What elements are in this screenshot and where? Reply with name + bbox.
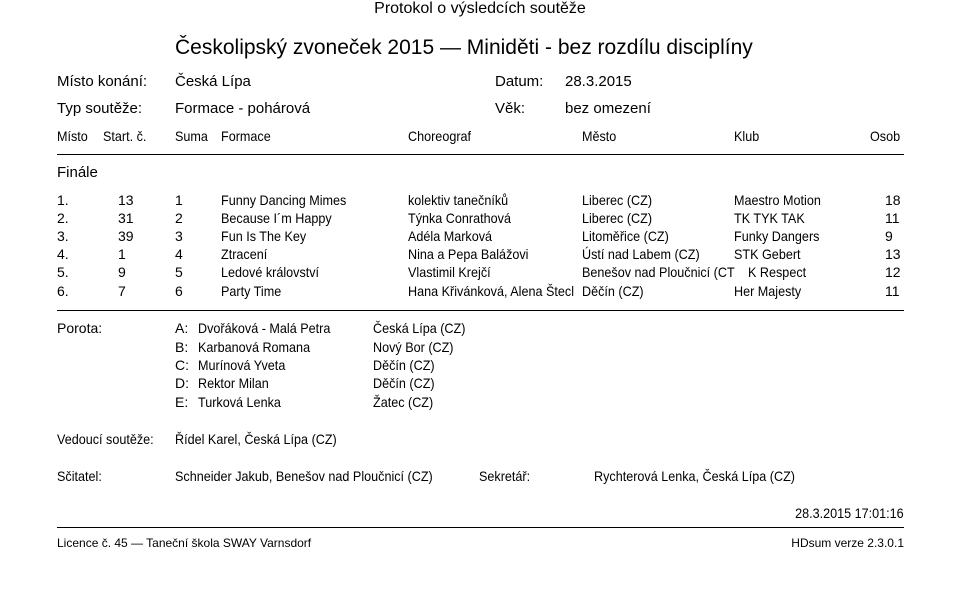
jury-letter: B: <box>175 339 189 355</box>
footer-license: Licence č. 45 — Taneční škola SWAY Varnsdorf <box>57 536 312 550</box>
result-persons: 11 <box>885 210 900 226</box>
jury-city: Děčín (CZ) <box>373 375 435 391</box>
result-place: 2. <box>57 210 69 226</box>
result-start: 9 <box>118 264 126 280</box>
col-club: Klub <box>734 128 760 144</box>
col-place: Místo <box>57 128 88 144</box>
counter-value: Schneider Jakub, Benešov nad Ploučnicí (CZ) <box>175 468 433 484</box>
leader-value: Řídel Karel, Česká Lípa (CZ) <box>175 431 337 447</box>
leader-label: Vedoucí soutěže: <box>57 431 154 447</box>
jury-name: Karbanová Romana <box>198 339 311 355</box>
col-city: Město <box>582 128 617 144</box>
result-start: 13 <box>118 192 134 208</box>
result-sum: 5 <box>175 264 183 280</box>
result-sum: 3 <box>175 228 183 244</box>
jury-name: Dvořáková - Malá Petra <box>198 320 331 336</box>
age-value: bez omezení <box>565 100 651 117</box>
jury-letter: A: <box>175 320 189 336</box>
table-row: 2. 31 2 Because I´m Happy Týnka Conrathová Liberec (CZ) TK TYK TAK 11 <box>57 210 900 226</box>
result-sum: 1 <box>175 192 183 208</box>
jury-city: Děčín (CZ) <box>373 357 435 373</box>
table-row: 6. 7 6 Party Time Hana Křivánková, Alena Štecl Děčín (CZ) Her Majesty 11 <box>57 283 900 299</box>
result-place: 5. <box>57 264 69 280</box>
header-rule <box>57 154 904 155</box>
col-formation: Formace <box>221 128 271 144</box>
jury-label: Porota: <box>57 320 103 336</box>
result-start: 7 <box>118 283 126 299</box>
result-place: 6. <box>57 283 69 299</box>
counter-label: Sčitatel: <box>57 468 102 484</box>
jury-name: Turková Lenka <box>198 394 281 410</box>
date-value: 28.3.2015 <box>565 73 632 90</box>
result-sum: 4 <box>175 246 183 262</box>
section-title: Finále <box>57 164 98 181</box>
jury-city: Žatec (CZ) <box>373 394 434 410</box>
jury-letter: C: <box>175 357 189 373</box>
result-persons: 12 <box>885 264 901 280</box>
table-row: 1. 13 1 Funny Dancing Mimes kolektiv tanečníků Liberec (CZ) Maestro Motion 18 <box>57 192 901 208</box>
result-place: 4. <box>57 246 69 262</box>
footer-rule <box>57 527 904 528</box>
col-choreographer: Choreograf <box>408 128 472 144</box>
date-label: Datum: <box>495 73 544 90</box>
type-value: Formace - pohárová <box>175 100 311 117</box>
result-sum: 6 <box>175 283 183 299</box>
place-value: Česká Lípa <box>175 73 251 90</box>
type-label: Typ soutěže: <box>57 100 143 117</box>
page-header: Protokol o výsledcích soutěže <box>374 0 586 17</box>
table-row: 4. 1 4 Ztracení Nina a Pepa Balážovi Ústí nad Labem (CZ) STK Gebert 13 <box>57 246 901 262</box>
col-start: Start. č. <box>103 128 147 144</box>
result-place: 1. <box>57 192 69 208</box>
result-start: 39 <box>118 228 134 244</box>
results-rule <box>57 310 904 311</box>
result-persons: 18 <box>885 192 901 208</box>
event-title: Českolipský zvoneček 2015 — Miniděti - bez rozdílu disciplíny <box>175 36 753 59</box>
footer-version: HDsum verze 2.3.0.1 <box>791 536 904 550</box>
jury-letter: D: <box>175 375 189 391</box>
secretary-value: Rychterová Lenka, Česká Lípa (CZ) <box>594 468 795 484</box>
result-start: 31 <box>118 210 134 226</box>
jury-city: Nový Bor (CZ) <box>373 339 454 355</box>
result-place: 3. <box>57 228 69 244</box>
place-label: Místo konání: <box>57 73 148 90</box>
jury-name: Rektor Milan <box>198 375 269 391</box>
col-sum: Suma <box>175 128 208 144</box>
result-start: 1 <box>118 246 126 262</box>
result-persons: 13 <box>885 246 901 262</box>
jury-letter: E: <box>175 394 189 410</box>
jury-city: Česká Lípa (CZ) <box>373 320 466 336</box>
jury-name: Murínová Yveta <box>198 357 286 373</box>
table-row: 5. 9 5 Ledové království Vlastimil Krejčí Benešov nad Ploučnicí (CT K Respect 12 <box>57 264 901 280</box>
table-row: 3. 39 3 Fun Is The Key Adéla Marková Litoměřice (CZ) Funky Dangers 9 <box>57 228 893 244</box>
age-label: Věk: <box>495 100 526 117</box>
result-persons: 11 <box>885 283 900 299</box>
timestamp: 28.3.2015 17:01:16 <box>795 505 904 521</box>
secretary-label: Sekretář: <box>479 468 531 484</box>
result-persons: 9 <box>885 228 893 244</box>
result-sum: 2 <box>175 210 183 226</box>
col-persons: Osob <box>870 128 901 144</box>
